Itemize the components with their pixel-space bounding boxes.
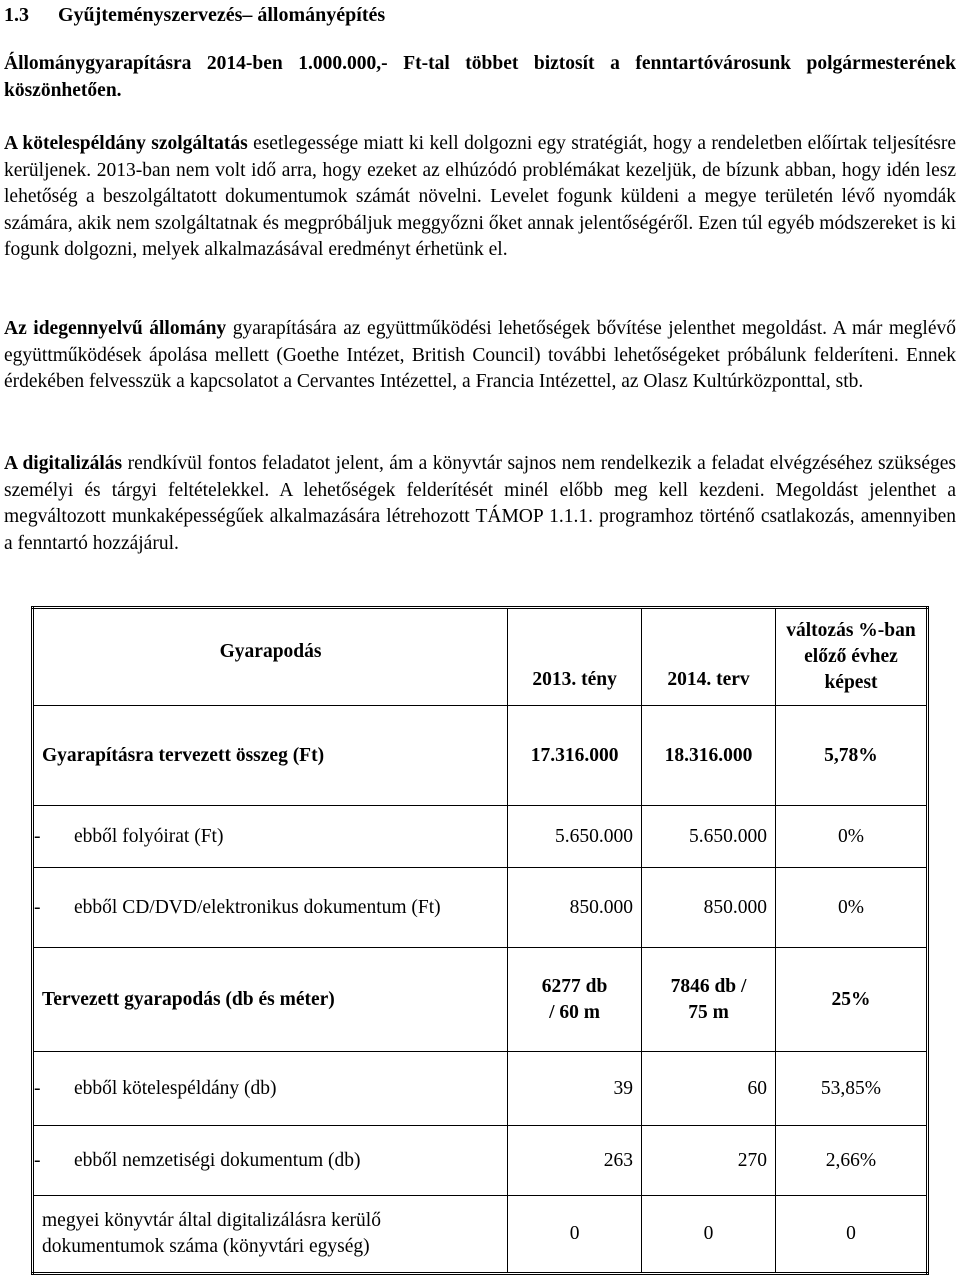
header-2013: 2013. tény — [508, 608, 642, 706]
row-label-cell — [33, 868, 508, 948]
row-dash: - — [34, 1149, 41, 1171]
row-2013: 5.650.000 — [508, 806, 642, 868]
paragraph-legal-deposit — [4, 131, 956, 264]
row-2014: 270 — [642, 1126, 776, 1196]
row-2013: 0 — [508, 1196, 642, 1274]
row-change: 53,85% — [775, 1052, 927, 1126]
table-row — [33, 1126, 928, 1196]
paragraph-foreign-language — [4, 316, 956, 396]
row-dash: - — [34, 825, 41, 847]
row-change: 0% — [775, 868, 927, 948]
row-2014: 0 — [642, 1196, 776, 1274]
paragraph-digitization — [4, 451, 956, 557]
row-2014: 18.316.000 — [642, 706, 776, 806]
table-row — [33, 706, 928, 806]
header-gyarapodas: Gyarapodás — [33, 608, 508, 706]
row-label-cell — [33, 806, 508, 868]
row-label: megyei könyvtár által digitalizálásra kerülő dokumentumok száma (könyvtári egység) — [33, 1196, 508, 1274]
table-row — [33, 868, 928, 948]
row-label: ebből kötelespéldány (db) — [74, 1077, 277, 1099]
table-row — [33, 948, 928, 1052]
paragraph-digitization-lead: A digitalizálás — [4, 453, 123, 474]
paragraph-foreign-language-lead: Az idegennyelvű állomány — [4, 318, 227, 339]
row-2013: 850.000 — [508, 868, 642, 948]
row-label-cell — [33, 1126, 508, 1196]
row-label: ebből folyóirat (Ft) — [74, 825, 224, 847]
row-2014: 5.650.000 — [642, 806, 776, 868]
acquisition-table — [31, 606, 929, 1275]
header-change: változás %-ban előző évhez képest — [775, 608, 927, 706]
paragraph-legal-deposit-lead: A kötelespéldány szolgáltatás — [4, 133, 248, 154]
row-change: 5,78% — [775, 706, 927, 806]
row-2013: 39 — [508, 1052, 642, 1126]
paragraph-legal-deposit-body: esetlegessége miatt ki kell dolgozni egy stratégiát, hogy a rendeletben előírtak teljesítésre kerüljenek. 2013-ban nem volt idő arra, hogy ezeket az elhúzódó problémákat kezeljük, de bízunk abban, hogy idén lesz lehetőség a beszolgáltatott dokumentumok számát növelni. Levelet fogunk küldeni a megye területén lévő nyomdák számára, akik nem szolgáltatnak és megpróbáljuk meggyőzni őket annak jelentőségéről. Ezen túl egyéb módszereket is ki fogunk dolgozni, melyek alkalmazásával eredményt érhetünk el. — [4, 133, 956, 260]
row-label: Tervezett gyarapodás (db és méter) — [33, 948, 508, 1052]
row-label: ebből nemzetiségi dokumentum (db) — [74, 1149, 361, 1171]
row-2013: 17.316.000 — [508, 706, 642, 806]
section-title: Gyűjteményszervezés– állományépítés — [58, 4, 386, 26]
row-2014: 850.000 — [642, 868, 776, 948]
section-heading — [4, 2, 385, 28]
row-2014: 60 — [642, 1052, 776, 1126]
table-row — [33, 806, 928, 868]
section-number: 1.3 — [4, 4, 29, 26]
row-dash: - — [34, 896, 41, 918]
row-2014: 7846 db / 75 m — [642, 948, 776, 1052]
table-header-row — [33, 608, 928, 706]
table-row — [33, 1052, 928, 1126]
row-label: Gyarapításra tervezett összeg (Ft) — [33, 706, 508, 806]
row-change: 0 — [775, 1196, 927, 1274]
row-label: ebből CD/DVD/elektronikus dokumentum (Ft) — [74, 896, 441, 918]
header-2014: 2014. terv — [642, 608, 776, 706]
row-change: 25% — [775, 948, 927, 1052]
paragraph-digitization-body: rendkívül fontos feladatot jelent, ám a könyvtár sajnos nem rendelkezik a feladat elvégzéséhez szükséges személyi és tárgyi feltételekkel. A lehetőségek felderítését minél előbb meg kell kezdeni. Megoldást jelenthet a megváltozott munkaképességűek alkalmazására létrehozott TÁMOP 1.1.1. programhoz történő csatlakozás, amennyiben a fenntartó hozzájárul. — [4, 453, 956, 554]
paragraph-budget: Állománygyarapításra 2014-ben 1.000.000,- Ft-tal többet biztosít a fenntartóvárosunk polgármesterének köszönhetően. — [4, 53, 956, 101]
row-label-cell — [33, 1052, 508, 1126]
row-change: 2,66% — [775, 1126, 927, 1196]
table-row — [33, 1196, 928, 1274]
row-change: 0% — [775, 806, 927, 868]
row-dash: - — [34, 1077, 41, 1099]
paragraph-foreign-language-body: gyarapítására az együttműködési lehetőségek bővítése jelenthet megoldást. A már meglévő együttműködések ápolása mellett (Goethe Intézet, British Council) további lehetőségeket próbálunk felderíteni. Ennek érdekében felvesszük a kapcsolatot a Cervantes Intézettel, a Francia Intézettel, az Olasz Kultúrközponttal, stb. — [4, 318, 957, 392]
row-2013: 263 — [508, 1126, 642, 1196]
row-2013: 6277 db / 60 m — [508, 948, 642, 1052]
